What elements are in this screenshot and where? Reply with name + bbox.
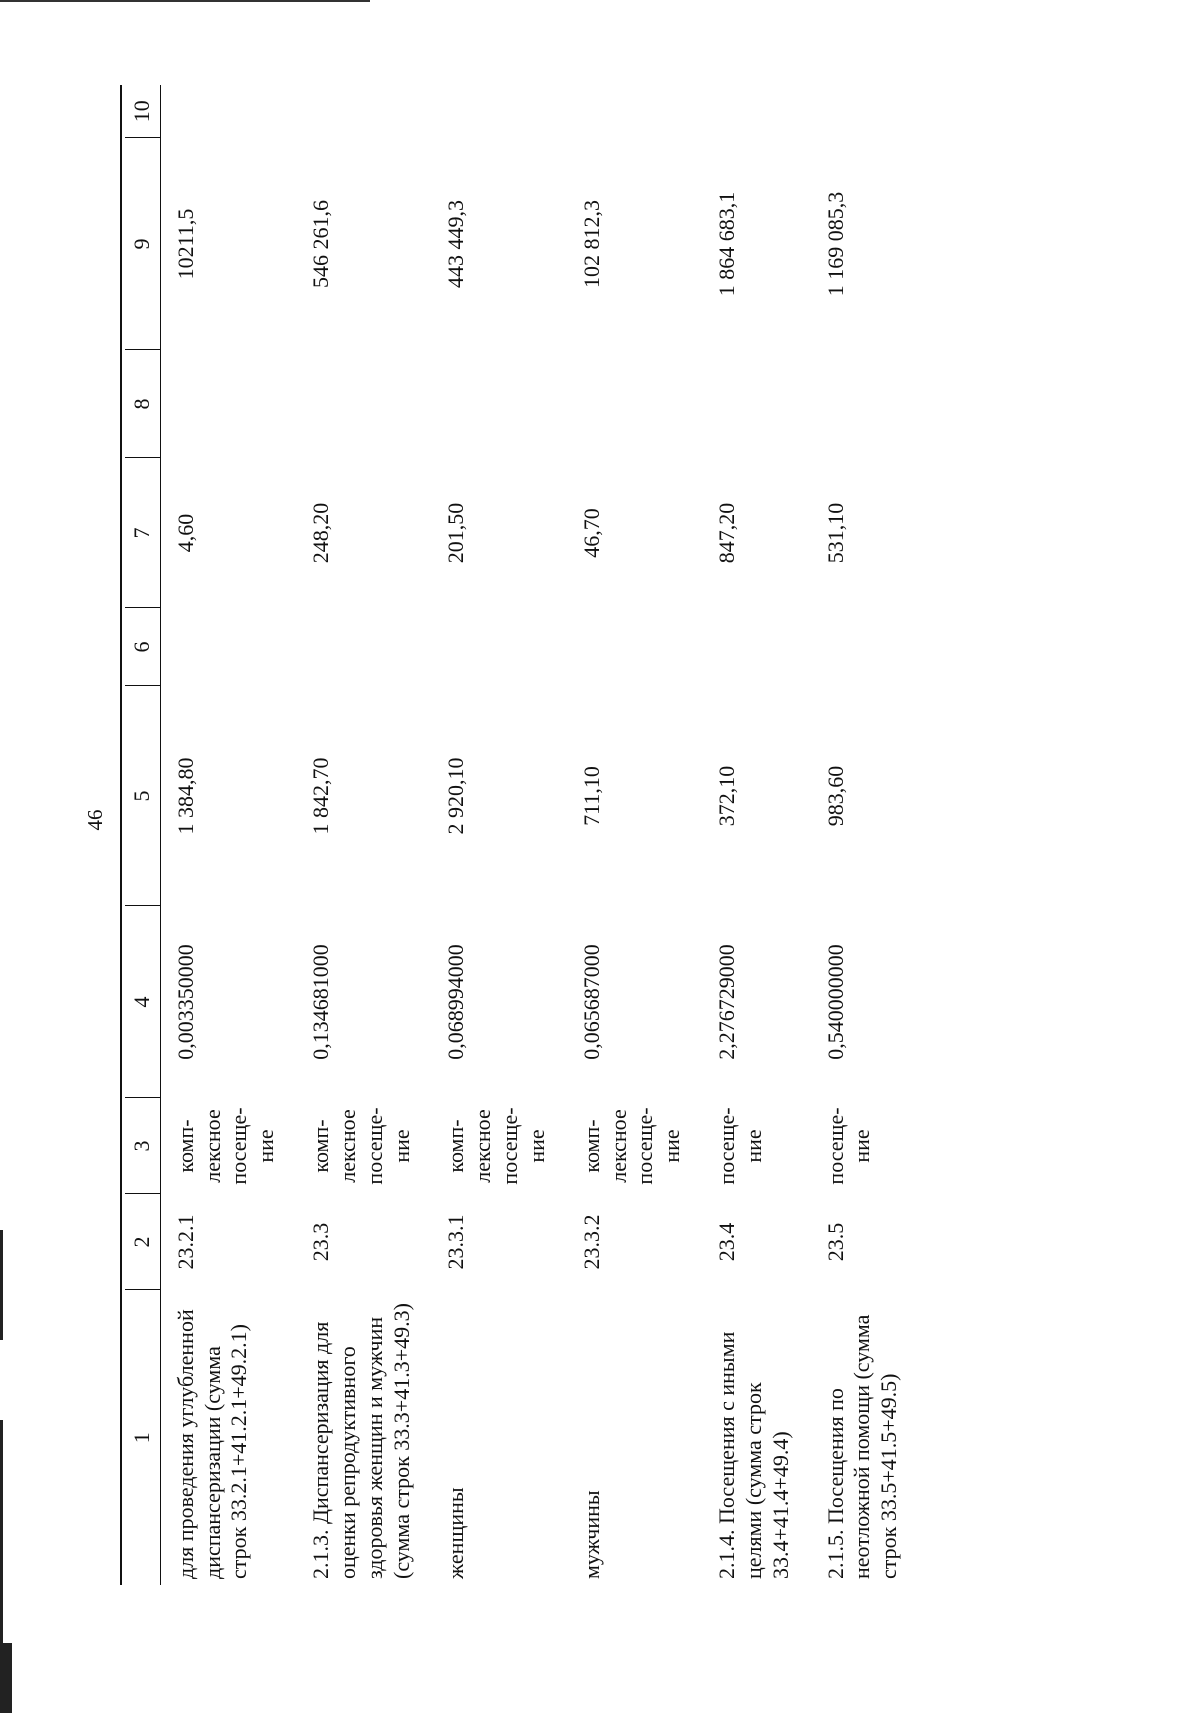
row-cost-cell: 983,60 <box>822 765 848 827</box>
row-cost-cell: 2 920,10 <box>443 757 469 835</box>
row-col10-cell <box>807 85 915 138</box>
row-norm-cell: 0,134681000 <box>308 944 334 1060</box>
row-name-cell: 2.1.5. Посещения по неотложной помощи (сумма строк 33.5+41.5+49.5) <box>822 1314 902 1579</box>
row-col6-cell <box>160 608 292 686</box>
row-col9-cell: 1 864 683,1 <box>714 191 740 297</box>
row-col8-cell <box>427 350 562 458</box>
row-code-cell: 23.4 <box>714 1222 740 1262</box>
row-norm-cell: 0,065687000 <box>578 944 604 1060</box>
row-norm-cell: 0,003350000 <box>172 944 198 1060</box>
row-col8-cell <box>807 350 915 458</box>
row-col8-cell <box>698 350 806 458</box>
row-col10-cell <box>292 85 427 138</box>
row-col9-cell: 546 261,6 <box>308 200 334 288</box>
row-col10-cell <box>698 85 806 138</box>
row-unit-cell: комп-лексное посеще-ние <box>308 1107 414 1185</box>
table-row <box>807 85 915 1585</box>
scan-edge-mark <box>0 1643 12 1713</box>
row-col6-cell <box>698 608 806 686</box>
row-col6-cell <box>563 608 698 686</box>
data-table <box>125 85 915 1585</box>
row-col7-cell: 201,50 <box>443 502 469 564</box>
row-cost-cell: 1 384,80 <box>172 757 198 835</box>
row-col9-cell: 1 169 085,3 <box>822 191 848 297</box>
row-norm-cell: 2,276729000 <box>714 944 740 1060</box>
row-col9-cell: 102 812,3 <box>578 200 604 288</box>
row-col7-cell: 46,70 <box>578 508 604 558</box>
row-col10-cell <box>563 85 698 138</box>
column-header: 10 <box>125 85 160 138</box>
column-header: 1 <box>125 1290 160 1585</box>
row-cost-cell: 1 842,70 <box>308 757 334 835</box>
column-header: 4 <box>125 906 160 1098</box>
row-unit-cell: комп-лексное посеще-ние <box>172 1107 279 1185</box>
table-row <box>563 85 698 1585</box>
row-name-cell: 2.1.3. Диспансеризация для оценки репродуктивного здоровья женщин и мужчин (сумма строк 33.3+41.3+49.3) <box>308 1303 414 1579</box>
row-col6-cell <box>292 608 427 686</box>
row-cost-cell: 711,10 <box>578 766 604 826</box>
row-col7-cell: 248,20 <box>308 502 334 564</box>
row-name-cell: мужчины <box>578 1490 604 1579</box>
table-row <box>427 85 562 1585</box>
page-number: 46 <box>83 809 107 831</box>
row-code-cell: 23.5 <box>822 1222 848 1262</box>
row-unit-cell: посеще-ние <box>822 1107 875 1185</box>
row-code-cell: 23.3.1 <box>443 1214 469 1270</box>
header-row <box>125 85 160 1585</box>
column-header: 5 <box>125 686 160 906</box>
row-unit-cell: комп-лексное посеще-ние <box>578 1107 685 1185</box>
row-name-cell: для проведения углубленной диспансеризации (сумма строк 33.2.1+41.2.1+49.2.1) <box>172 1309 252 1579</box>
row-name-cell: 2.1.4. Посещения с иными целями (сумма строк 33.4+41.4+49.4) <box>714 1331 793 1579</box>
table-row <box>160 85 292 1585</box>
table-row <box>698 85 806 1585</box>
column-header: 7 <box>125 458 160 608</box>
row-col6-cell <box>427 608 562 686</box>
row-col6-cell <box>807 608 915 686</box>
column-header: 3 <box>125 1098 160 1194</box>
row-code-cell: 23.3.2 <box>578 1214 604 1270</box>
table-row <box>292 85 427 1585</box>
row-col9-cell: 443 449,3 <box>443 200 469 288</box>
table-top-rule <box>120 85 122 1585</box>
row-norm-cell: 0,540000000 <box>822 944 848 1060</box>
row-col10-cell <box>427 85 562 138</box>
row-col9-cell: 10211,5 <box>172 208 198 280</box>
row-col8-cell <box>292 350 427 458</box>
column-header: 2 <box>125 1194 160 1290</box>
column-header: 8 <box>125 350 160 458</box>
column-header: 9 <box>125 138 160 350</box>
row-unit-cell: посеще-ние <box>714 1107 766 1185</box>
row-unit-cell: комп-лексное посеще-ние <box>443 1107 549 1185</box>
row-name-cell: женщины <box>443 1487 469 1579</box>
row-norm-cell: 0,068994000 <box>443 944 469 1060</box>
row-col7-cell: 531,10 <box>822 502 848 564</box>
row-col8-cell <box>563 350 698 458</box>
row-cost-cell: 372,10 <box>714 765 740 827</box>
row-col8-cell <box>160 350 292 458</box>
row-col7-cell: 847,20 <box>714 502 740 564</box>
row-code-cell: 23.3 <box>308 1222 334 1262</box>
column-header: 6 <box>125 608 160 686</box>
row-col10-cell <box>160 85 292 138</box>
row-code-cell: 23.2.1 <box>172 1214 198 1270</box>
row-col7-cell: 4,60 <box>172 513 198 553</box>
